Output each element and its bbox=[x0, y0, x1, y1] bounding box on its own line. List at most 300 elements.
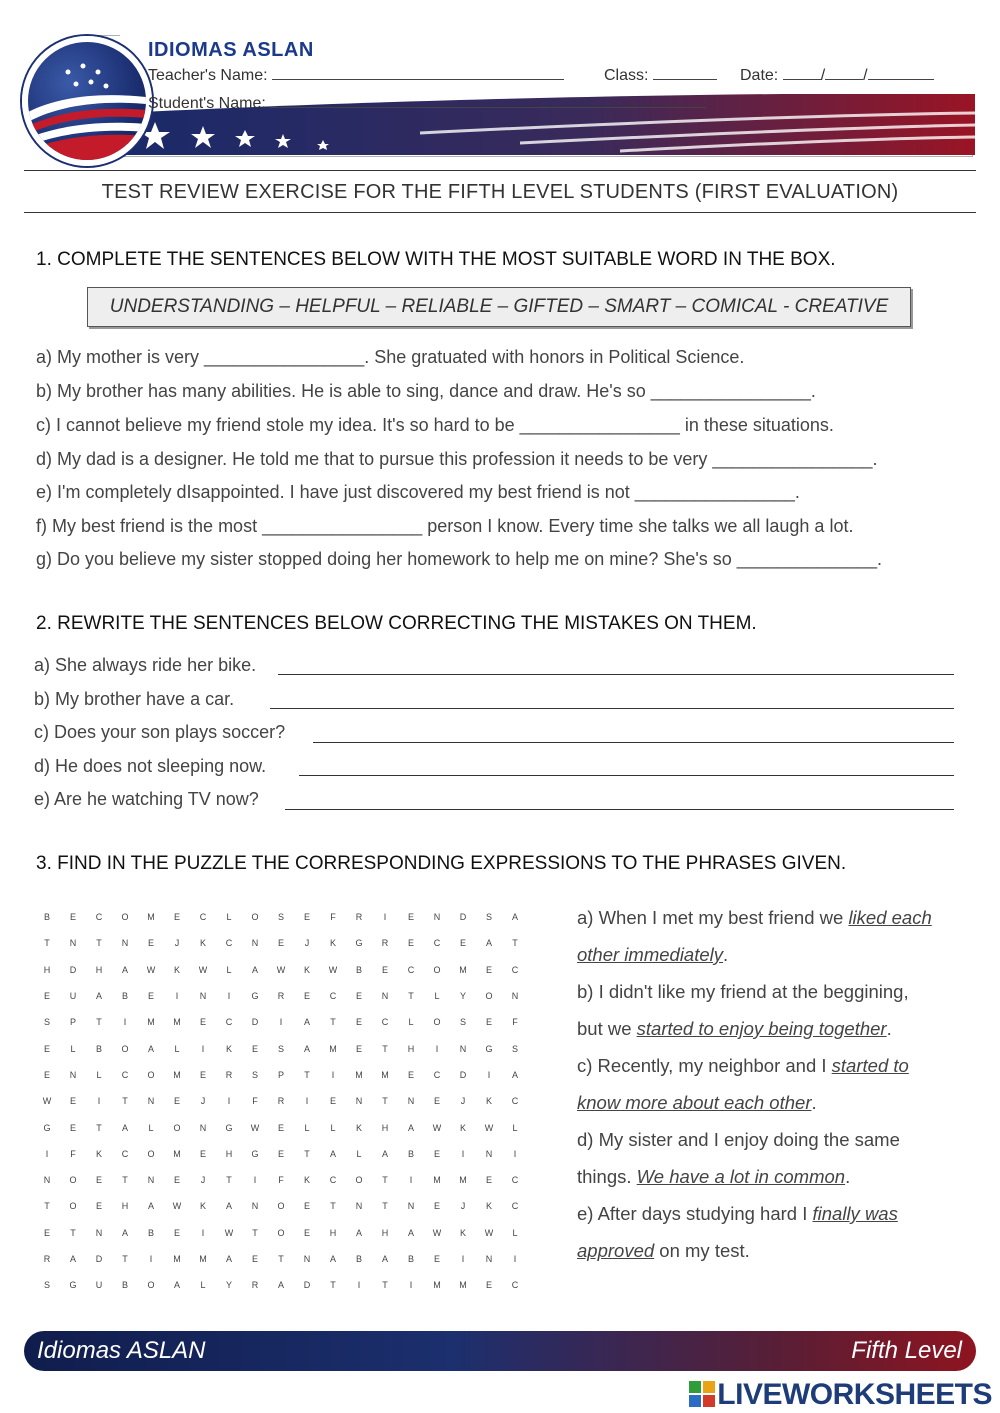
puzzle-letter[interactable]: M bbox=[459, 964, 467, 975]
puzzle-letter[interactable]: C bbox=[329, 991, 337, 1002]
puzzle-letter[interactable]: L bbox=[356, 1148, 362, 1159]
puzzle-letter[interactable]: G bbox=[355, 938, 363, 949]
puzzle-letter[interactable]: A bbox=[121, 964, 128, 975]
puzzle-letter[interactable]: A bbox=[173, 1280, 180, 1291]
s1-sentence-c[interactable]: c) I cannot believe my friend stole my idea. It's so hard to be ________________ in these situations. bbox=[36, 415, 834, 435]
puzzle-letter[interactable]: K bbox=[459, 1122, 466, 1133]
puzzle-letter[interactable]: I bbox=[461, 1148, 465, 1159]
puzzle-letter[interactable]: E bbox=[251, 1043, 258, 1054]
puzzle-letter[interactable]: E bbox=[147, 991, 154, 1002]
puzzle-letter[interactable]: C bbox=[121, 1069, 129, 1080]
puzzle-letter[interactable]: E bbox=[95, 1175, 102, 1186]
puzzle-letter[interactable]: K bbox=[199, 938, 206, 949]
puzzle-letter[interactable]: R bbox=[251, 1280, 259, 1291]
puzzle-letter[interactable]: B bbox=[407, 1148, 414, 1159]
puzzle-letter[interactable]: G bbox=[251, 1148, 259, 1159]
puzzle-letter[interactable]: W bbox=[250, 1122, 260, 1133]
puzzle-letter[interactable]: B bbox=[147, 1227, 154, 1238]
puzzle-letter[interactable]: K bbox=[485, 1201, 492, 1212]
puzzle-letter[interactable]: A bbox=[381, 1254, 388, 1264]
puzzle-letter[interactable]: I bbox=[201, 1227, 205, 1238]
puzzle-letter[interactable]: N bbox=[147, 1096, 155, 1107]
puzzle-letter[interactable]: L bbox=[512, 1122, 518, 1133]
puzzle-letter[interactable]: E bbox=[251, 1254, 258, 1264]
s2-answer-line-b[interactable] bbox=[270, 708, 954, 709]
puzzle-letter[interactable]: T bbox=[70, 1227, 76, 1238]
puzzle-letter[interactable]: T bbox=[96, 1017, 102, 1028]
s1-sentence-a[interactable]: a) My mother is very ________________. She gratuated with honors in Political Science. bbox=[36, 347, 745, 367]
puzzle-letter[interactable]: G bbox=[43, 1122, 51, 1133]
puzzle-letter[interactable]: A bbox=[277, 1280, 284, 1291]
puzzle-letter[interactable]: E bbox=[69, 1122, 76, 1133]
puzzle-letter[interactable]: R bbox=[381, 938, 389, 949]
puzzle-letter[interactable]: M bbox=[433, 1175, 441, 1186]
puzzle-letter[interactable]: N bbox=[381, 991, 389, 1002]
puzzle-letter[interactable]: L bbox=[304, 1122, 310, 1133]
puzzle-letter[interactable]: C bbox=[225, 938, 233, 949]
puzzle-letter[interactable]: C bbox=[407, 964, 415, 975]
puzzle-letter[interactable]: B bbox=[121, 991, 128, 1002]
puzzle-letter[interactable]: W bbox=[172, 1201, 182, 1212]
puzzle-letter[interactable]: H bbox=[95, 964, 103, 975]
puzzle-letter[interactable]: T bbox=[96, 938, 102, 949]
puzzle-letter[interactable]: A bbox=[329, 1148, 336, 1159]
puzzle-letter[interactable]: K bbox=[303, 964, 310, 975]
puzzle-letter[interactable]: A bbox=[121, 1122, 128, 1133]
puzzle-letter[interactable]: E bbox=[303, 1201, 310, 1212]
puzzle-letter[interactable]: A bbox=[511, 912, 518, 923]
puzzle-letter[interactable]: T bbox=[330, 1017, 336, 1028]
s1-sentence-g[interactable]: g) Do you believe my sister stopped doing her homework to help me on mine? She's so ______________. bbox=[36, 549, 882, 569]
puzzle-letter[interactable]: W bbox=[484, 1122, 494, 1133]
puzzle-letter[interactable]: I bbox=[45, 1148, 49, 1159]
puzzle-letter[interactable]: C bbox=[511, 1201, 519, 1212]
puzzle-letter[interactable]: T bbox=[304, 1069, 310, 1080]
puzzle-letter[interactable]: P bbox=[277, 1069, 284, 1080]
puzzle-letter[interactable]: B bbox=[43, 912, 50, 923]
puzzle-letter[interactable]: F bbox=[252, 1096, 258, 1107]
puzzle-letter[interactable]: H bbox=[329, 1227, 337, 1238]
puzzle-letter[interactable]: O bbox=[277, 1201, 285, 1212]
puzzle-letter[interactable]: L bbox=[226, 912, 232, 923]
puzzle-letter[interactable]: A bbox=[225, 1254, 232, 1264]
puzzle-letter[interactable]: B bbox=[121, 1280, 128, 1291]
puzzle-letter[interactable]: C bbox=[511, 1175, 519, 1186]
puzzle-letter[interactable]: N bbox=[95, 1227, 103, 1238]
puzzle-letter[interactable]: D bbox=[459, 1069, 467, 1080]
puzzle-letter[interactable]: E bbox=[303, 991, 310, 1002]
puzzle-letter[interactable]: E bbox=[433, 1096, 440, 1107]
puzzle-letter[interactable]: W bbox=[224, 1227, 234, 1238]
puzzle-letter[interactable]: I bbox=[201, 1043, 205, 1054]
puzzle-letter[interactable]: E bbox=[485, 1280, 492, 1291]
puzzle-letter[interactable]: J bbox=[460, 1096, 466, 1107]
puzzle-letter[interactable]: E bbox=[355, 1043, 362, 1054]
puzzle-letter[interactable]: C bbox=[433, 1069, 441, 1080]
puzzle-letter[interactable]: N bbox=[69, 1069, 77, 1080]
puzzle-letter[interactable]: E bbox=[173, 1227, 180, 1238]
s2-answer-line-d[interactable] bbox=[299, 775, 954, 776]
puzzle-letter[interactable]: N bbox=[407, 1201, 415, 1212]
puzzle-letter[interactable]: E bbox=[43, 1227, 50, 1238]
puzzle-letter[interactable]: M bbox=[329, 1043, 337, 1054]
s2-answer-line-e[interactable] bbox=[285, 809, 954, 810]
puzzle-letter[interactable]: W bbox=[484, 1227, 494, 1238]
puzzle-letter[interactable]: N bbox=[199, 1122, 207, 1133]
teacher-name-field[interactable] bbox=[272, 65, 564, 80]
puzzle-letter[interactable]: C bbox=[381, 1017, 389, 1028]
puzzle-letter[interactable]: E bbox=[459, 938, 466, 949]
puzzle-letter[interactable]: A bbox=[355, 1227, 362, 1238]
puzzle-letter[interactable]: L bbox=[434, 991, 440, 1002]
puzzle-letter[interactable]: I bbox=[97, 1096, 101, 1107]
puzzle-letter[interactable]: L bbox=[96, 1069, 102, 1080]
puzzle-letter[interactable]: S bbox=[43, 1280, 50, 1291]
puzzle-letter[interactable]: W bbox=[146, 964, 156, 975]
puzzle-letter[interactable]: F bbox=[512, 1017, 518, 1028]
s1-sentence-e[interactable]: e) I'm completely dIsappointed. I have just discovered my best friend is not ________________. bbox=[36, 482, 800, 502]
puzzle-letter[interactable]: I bbox=[461, 1254, 465, 1264]
puzzle-letter[interactable]: A bbox=[381, 1148, 388, 1159]
puzzle-letter[interactable]: E bbox=[407, 1069, 414, 1080]
puzzle-letter[interactable]: J bbox=[200, 1175, 206, 1186]
puzzle-letter[interactable]: A bbox=[95, 991, 102, 1002]
puzzle-letter[interactable]: N bbox=[355, 1096, 363, 1107]
puzzle-letter[interactable]: S bbox=[277, 912, 284, 923]
puzzle-letter[interactable]: K bbox=[95, 1148, 102, 1159]
puzzle-letter[interactable]: E bbox=[43, 1069, 50, 1080]
puzzle-letter[interactable]: B bbox=[407, 1254, 414, 1264]
puzzle-letter[interactable]: I bbox=[513, 1148, 517, 1159]
puzzle-letter[interactable]: B bbox=[355, 964, 362, 975]
puzzle-letter[interactable]: A bbox=[485, 938, 492, 949]
puzzle-letter[interactable]: C bbox=[121, 1148, 129, 1159]
puzzle-letter[interactable]: N bbox=[511, 991, 519, 1002]
puzzle-letter[interactable]: L bbox=[226, 964, 232, 975]
puzzle-letter[interactable]: E bbox=[277, 1148, 284, 1159]
puzzle-letter[interactable]: K bbox=[173, 964, 180, 975]
puzzle-letter[interactable]: U bbox=[95, 1280, 103, 1291]
puzzle-letter[interactable]: T bbox=[382, 1175, 388, 1186]
puzzle-letter[interactable]: E bbox=[407, 938, 414, 949]
puzzle-letter[interactable]: W bbox=[276, 964, 286, 975]
puzzle-letter[interactable]: M bbox=[433, 1280, 441, 1291]
puzzle-letter[interactable]: O bbox=[69, 1201, 77, 1212]
puzzle-letter[interactable]: W bbox=[198, 964, 208, 975]
puzzle-letter[interactable]: T bbox=[96, 1122, 102, 1133]
puzzle-letter[interactable]: A bbox=[303, 1017, 310, 1028]
puzzle-letter[interactable]: T bbox=[330, 1280, 336, 1291]
puzzle-letter[interactable]: A bbox=[407, 1227, 414, 1238]
puzzle-letter[interactable]: E bbox=[43, 1043, 50, 1054]
s2-answer-line-a[interactable] bbox=[278, 674, 954, 675]
puzzle-letter[interactable]: H bbox=[407, 1043, 415, 1054]
puzzle-letter[interactable]: T bbox=[382, 1280, 388, 1291]
puzzle-letter[interactable]: I bbox=[227, 1096, 231, 1107]
puzzle-letter[interactable]: T bbox=[122, 1254, 128, 1264]
puzzle-letter[interactable]: D bbox=[303, 1280, 311, 1291]
puzzle-letter[interactable]: T bbox=[382, 1096, 388, 1107]
puzzle-letter[interactable]: I bbox=[409, 1280, 413, 1291]
puzzle-letter[interactable]: E bbox=[147, 938, 154, 949]
puzzle-letter[interactable]: T bbox=[122, 1175, 128, 1186]
puzzle-letter[interactable]: M bbox=[173, 1069, 181, 1080]
puzzle-letter[interactable]: T bbox=[408, 991, 414, 1002]
puzzle-letter[interactable]: C bbox=[511, 1096, 519, 1107]
puzzle-letter[interactable]: E bbox=[485, 964, 492, 975]
puzzle-letter[interactable]: B bbox=[355, 1254, 362, 1264]
puzzle-letter[interactable]: O bbox=[147, 1148, 155, 1159]
date-day-field[interactable] bbox=[783, 65, 821, 80]
puzzle-letter[interactable]: O bbox=[121, 1043, 129, 1054]
s1-sentence-f[interactable]: f) My best friend is the most ________________ person I know. Every time she talks we all laugh a lot. bbox=[36, 516, 854, 536]
puzzle-letter[interactable]: K bbox=[199, 1201, 206, 1212]
puzzle-letter[interactable]: T bbox=[44, 938, 50, 949]
puzzle-letter[interactable]: E bbox=[381, 964, 388, 975]
puzzle-letter[interactable]: T bbox=[512, 938, 518, 949]
puzzle-letter[interactable]: E bbox=[199, 1069, 206, 1080]
liveworksheets-watermark[interactable] bbox=[689, 1378, 992, 1412]
puzzle-letter[interactable]: M bbox=[173, 1017, 181, 1028]
puzzle-letter[interactable]: R bbox=[225, 1069, 233, 1080]
puzzle-letter[interactable]: I bbox=[305, 1096, 309, 1107]
puzzle-letter[interactable]: N bbox=[303, 1254, 311, 1264]
puzzle-letter[interactable]: N bbox=[69, 938, 77, 949]
puzzle-letter[interactable]: E bbox=[173, 1096, 180, 1107]
puzzle-letter[interactable]: D bbox=[251, 1017, 259, 1028]
puzzle-letter[interactable]: A bbox=[225, 1201, 232, 1212]
puzzle-letter[interactable]: N bbox=[459, 1043, 467, 1054]
puzzle-letter[interactable]: W bbox=[432, 1122, 442, 1133]
puzzle-letter[interactable]: O bbox=[485, 991, 493, 1002]
puzzle-letter[interactable]: A bbox=[329, 1254, 336, 1264]
puzzle-letter[interactable]: E bbox=[433, 1254, 440, 1264]
puzzle-letter[interactable]: F bbox=[278, 1175, 284, 1186]
puzzle-letter[interactable]: R bbox=[277, 1096, 285, 1107]
puzzle-letter[interactable]: R bbox=[355, 912, 363, 923]
puzzle-letter[interactable]: Y bbox=[459, 991, 466, 1002]
puzzle-letter[interactable]: I bbox=[435, 1043, 439, 1054]
puzzle-letter[interactable]: G bbox=[225, 1122, 233, 1133]
puzzle-letter[interactable]: C bbox=[433, 938, 441, 949]
puzzle-letter[interactable]: A bbox=[69, 1254, 76, 1264]
puzzle-letter[interactable]: D bbox=[459, 912, 467, 923]
puzzle-letter[interactable]: H bbox=[381, 1227, 389, 1238]
puzzle-letter[interactable]: G bbox=[251, 991, 259, 1002]
puzzle-letter[interactable]: T bbox=[226, 1175, 232, 1186]
puzzle-letter[interactable]: N bbox=[43, 1175, 51, 1186]
puzzle-letter[interactable]: O bbox=[69, 1175, 77, 1186]
puzzle-letter[interactable]: W bbox=[328, 964, 338, 975]
puzzle-letter[interactable]: A bbox=[303, 1043, 310, 1054]
puzzle-letter[interactable]: O bbox=[355, 1175, 363, 1186]
puzzle-letter[interactable]: G bbox=[69, 1280, 77, 1291]
puzzle-letter[interactable]: D bbox=[95, 1254, 103, 1264]
puzzle-letter[interactable]: S bbox=[277, 1043, 284, 1054]
puzzle-letter[interactable]: N bbox=[407, 1096, 415, 1107]
puzzle-letter[interactable]: J bbox=[200, 1096, 206, 1107]
puzzle-letter[interactable]: I bbox=[149, 1254, 153, 1264]
puzzle-letter[interactable]: L bbox=[174, 1043, 180, 1054]
puzzle-letter[interactable]: E bbox=[199, 1148, 206, 1159]
puzzle-letter[interactable]: C bbox=[511, 1280, 519, 1291]
puzzle-letter[interactable]: T bbox=[252, 1227, 258, 1238]
date-year-field[interactable] bbox=[868, 65, 934, 80]
puzzle-letter[interactable]: E bbox=[277, 938, 284, 949]
puzzle-letter[interactable]: E bbox=[303, 1227, 310, 1238]
puzzle-letter[interactable]: S bbox=[511, 1043, 518, 1054]
puzzle-letter[interactable]: U bbox=[69, 991, 77, 1002]
word-search-puzzle[interactable] bbox=[34, 904, 562, 1298]
puzzle-letter[interactable]: F bbox=[330, 912, 336, 923]
s1-sentence-b[interactable]: b) My brother has many abilities. He is able to sing, dance and draw. He's so ________________. bbox=[36, 381, 816, 401]
puzzle-letter[interactable]: I bbox=[487, 1069, 491, 1080]
puzzle-letter[interactable]: L bbox=[200, 1280, 206, 1291]
puzzle-letter[interactable]: E bbox=[355, 991, 362, 1002]
student-name-field[interactable] bbox=[270, 93, 706, 108]
date-month-field[interactable] bbox=[825, 65, 863, 80]
puzzle-letter[interactable]: E bbox=[69, 1096, 76, 1107]
puzzle-letter[interactable]: M bbox=[199, 1254, 207, 1264]
puzzle-letter[interactable]: N bbox=[199, 991, 207, 1002]
puzzle-letter[interactable]: I bbox=[357, 1280, 361, 1291]
puzzle-letter[interactable]: O bbox=[277, 1227, 285, 1238]
puzzle-letter[interactable]: I bbox=[513, 1254, 517, 1264]
puzzle-letter[interactable]: O bbox=[433, 1017, 441, 1028]
puzzle-letter[interactable]: K bbox=[329, 938, 336, 949]
puzzle-letter[interactable]: C bbox=[511, 964, 519, 975]
puzzle-letter[interactable]: K bbox=[303, 1175, 310, 1186]
puzzle-letter[interactable]: J bbox=[174, 938, 180, 949]
puzzle-letter[interactable]: O bbox=[121, 912, 129, 923]
puzzle-letter[interactable]: N bbox=[485, 1148, 493, 1159]
puzzle-letter[interactable]: T bbox=[382, 1201, 388, 1212]
puzzle-letter[interactable]: A bbox=[121, 1227, 128, 1238]
puzzle-letter[interactable]: H bbox=[43, 964, 51, 975]
puzzle-letter[interactable]: I bbox=[279, 1017, 283, 1028]
puzzle-letter[interactable]: M bbox=[381, 1069, 389, 1080]
puzzle-letter[interactable]: K bbox=[485, 1096, 492, 1107]
puzzle-letter[interactable]: W bbox=[432, 1227, 442, 1238]
puzzle-letter[interactable]: N bbox=[251, 938, 259, 949]
puzzle-letter[interactable]: M bbox=[173, 1254, 181, 1264]
puzzle-letter[interactable]: P bbox=[69, 1017, 76, 1028]
puzzle-letter[interactable]: M bbox=[355, 1069, 363, 1080]
puzzle-letter[interactable]: S bbox=[459, 1017, 466, 1028]
puzzle-letter[interactable]: S bbox=[485, 912, 492, 923]
puzzle-letter[interactable]: T bbox=[382, 1043, 388, 1054]
puzzle-letter[interactable]: F bbox=[70, 1148, 76, 1159]
puzzle-letter[interactable]: M bbox=[459, 1175, 467, 1186]
puzzle-letter[interactable]: L bbox=[512, 1227, 518, 1238]
puzzle-letter[interactable]: O bbox=[433, 964, 441, 975]
puzzle-letter[interactable]: I bbox=[123, 1017, 127, 1028]
s2-answer-line-c[interactable] bbox=[313, 742, 954, 743]
puzzle-letter[interactable]: T bbox=[278, 1254, 284, 1264]
puzzle-letter[interactable]: I bbox=[175, 991, 179, 1002]
puzzle-letter[interactable]: E bbox=[485, 1175, 492, 1186]
puzzle-letter[interactable]: G bbox=[485, 1043, 493, 1054]
puzzle-letter[interactable]: N bbox=[121, 938, 129, 949]
puzzle-letter[interactable]: I bbox=[227, 991, 231, 1002]
puzzle-letter[interactable]: R bbox=[277, 991, 285, 1002]
puzzle-letter[interactable]: E bbox=[43, 991, 50, 1002]
puzzle-letter[interactable]: O bbox=[173, 1122, 181, 1133]
puzzle-letter[interactable]: M bbox=[459, 1280, 467, 1291]
class-field[interactable] bbox=[653, 65, 717, 80]
puzzle-letter[interactable]: O bbox=[251, 912, 259, 923]
puzzle-letter[interactable]: I bbox=[253, 1175, 257, 1186]
puzzle-letter[interactable]: H bbox=[121, 1201, 129, 1212]
puzzle-letter[interactable]: E bbox=[173, 912, 180, 923]
puzzle-letter[interactable]: B bbox=[95, 1043, 102, 1054]
puzzle-letter[interactable]: T bbox=[304, 1148, 310, 1159]
puzzle-letter[interactable]: L bbox=[70, 1043, 76, 1054]
puzzle-letter[interactable]: M bbox=[173, 1148, 181, 1159]
puzzle-letter[interactable]: W bbox=[42, 1096, 52, 1107]
puzzle-letter[interactable]: E bbox=[173, 1175, 180, 1186]
puzzle-letter[interactable]: M bbox=[147, 1017, 155, 1028]
puzzle-letter[interactable]: C bbox=[329, 1175, 337, 1186]
puzzle-letter[interactable]: E bbox=[95, 1201, 102, 1212]
puzzle-letter[interactable]: A bbox=[407, 1122, 414, 1133]
puzzle-letter[interactable]: L bbox=[408, 1017, 414, 1028]
puzzle-letter[interactable]: I bbox=[409, 1175, 413, 1186]
puzzle-letter[interactable]: N bbox=[433, 912, 441, 923]
puzzle-letter[interactable]: C bbox=[225, 1017, 233, 1028]
puzzle-letter[interactable]: J bbox=[460, 1201, 466, 1212]
puzzle-letter[interactable]: E bbox=[407, 912, 414, 923]
puzzle-letter[interactable]: E bbox=[433, 1201, 440, 1212]
puzzle-letter[interactable]: I bbox=[331, 1069, 335, 1080]
puzzle-letter[interactable]: H bbox=[225, 1148, 233, 1159]
puzzle-letter[interactable]: T bbox=[44, 1201, 50, 1212]
puzzle-letter[interactable]: T bbox=[330, 1201, 336, 1212]
puzzle-letter[interactable]: J bbox=[304, 938, 310, 949]
puzzle-letter[interactable]: K bbox=[459, 1227, 466, 1238]
puzzle-letter[interactable]: L bbox=[330, 1122, 336, 1133]
puzzle-letter[interactable]: S bbox=[251, 1069, 258, 1080]
puzzle-letter[interactable]: E bbox=[485, 1017, 492, 1028]
puzzle-letter[interactable]: I bbox=[383, 912, 387, 923]
puzzle-letter[interactable]: S bbox=[43, 1017, 50, 1028]
puzzle-letter[interactable]: E bbox=[199, 1017, 206, 1028]
puzzle-letter[interactable]: E bbox=[277, 1122, 284, 1133]
puzzle-letter[interactable]: D bbox=[69, 964, 77, 975]
puzzle-letter[interactable]: M bbox=[147, 912, 155, 923]
puzzle-letter[interactable]: N bbox=[251, 1201, 259, 1212]
puzzle-letter[interactable]: H bbox=[381, 1122, 389, 1133]
puzzle-letter[interactable]: C bbox=[199, 912, 207, 923]
puzzle-letter[interactable]: C bbox=[95, 912, 103, 923]
puzzle-letter[interactable]: E bbox=[69, 912, 76, 923]
puzzle-letter[interactable]: O bbox=[147, 1069, 155, 1080]
puzzle-letter[interactable]: O bbox=[147, 1280, 155, 1291]
puzzle-letter[interactable]: T bbox=[122, 1096, 128, 1107]
puzzle-letter[interactable]: A bbox=[511, 1069, 518, 1080]
puzzle-letter[interactable]: L bbox=[148, 1122, 154, 1133]
puzzle-letter[interactable]: A bbox=[147, 1201, 154, 1212]
puzzle-letter[interactable]: A bbox=[147, 1043, 154, 1054]
puzzle-letter[interactable]: N bbox=[147, 1175, 155, 1186]
puzzle-letter[interactable]: N bbox=[485, 1254, 493, 1264]
puzzle-letter[interactable]: Y bbox=[225, 1280, 232, 1291]
puzzle-letter[interactable]: N bbox=[355, 1201, 363, 1212]
puzzle-letter[interactable]: E bbox=[329, 1096, 336, 1107]
puzzle-letter[interactable]: E bbox=[303, 912, 310, 923]
puzzle-letter[interactable]: R bbox=[43, 1254, 51, 1264]
puzzle-letter[interactable]: E bbox=[355, 1017, 362, 1028]
